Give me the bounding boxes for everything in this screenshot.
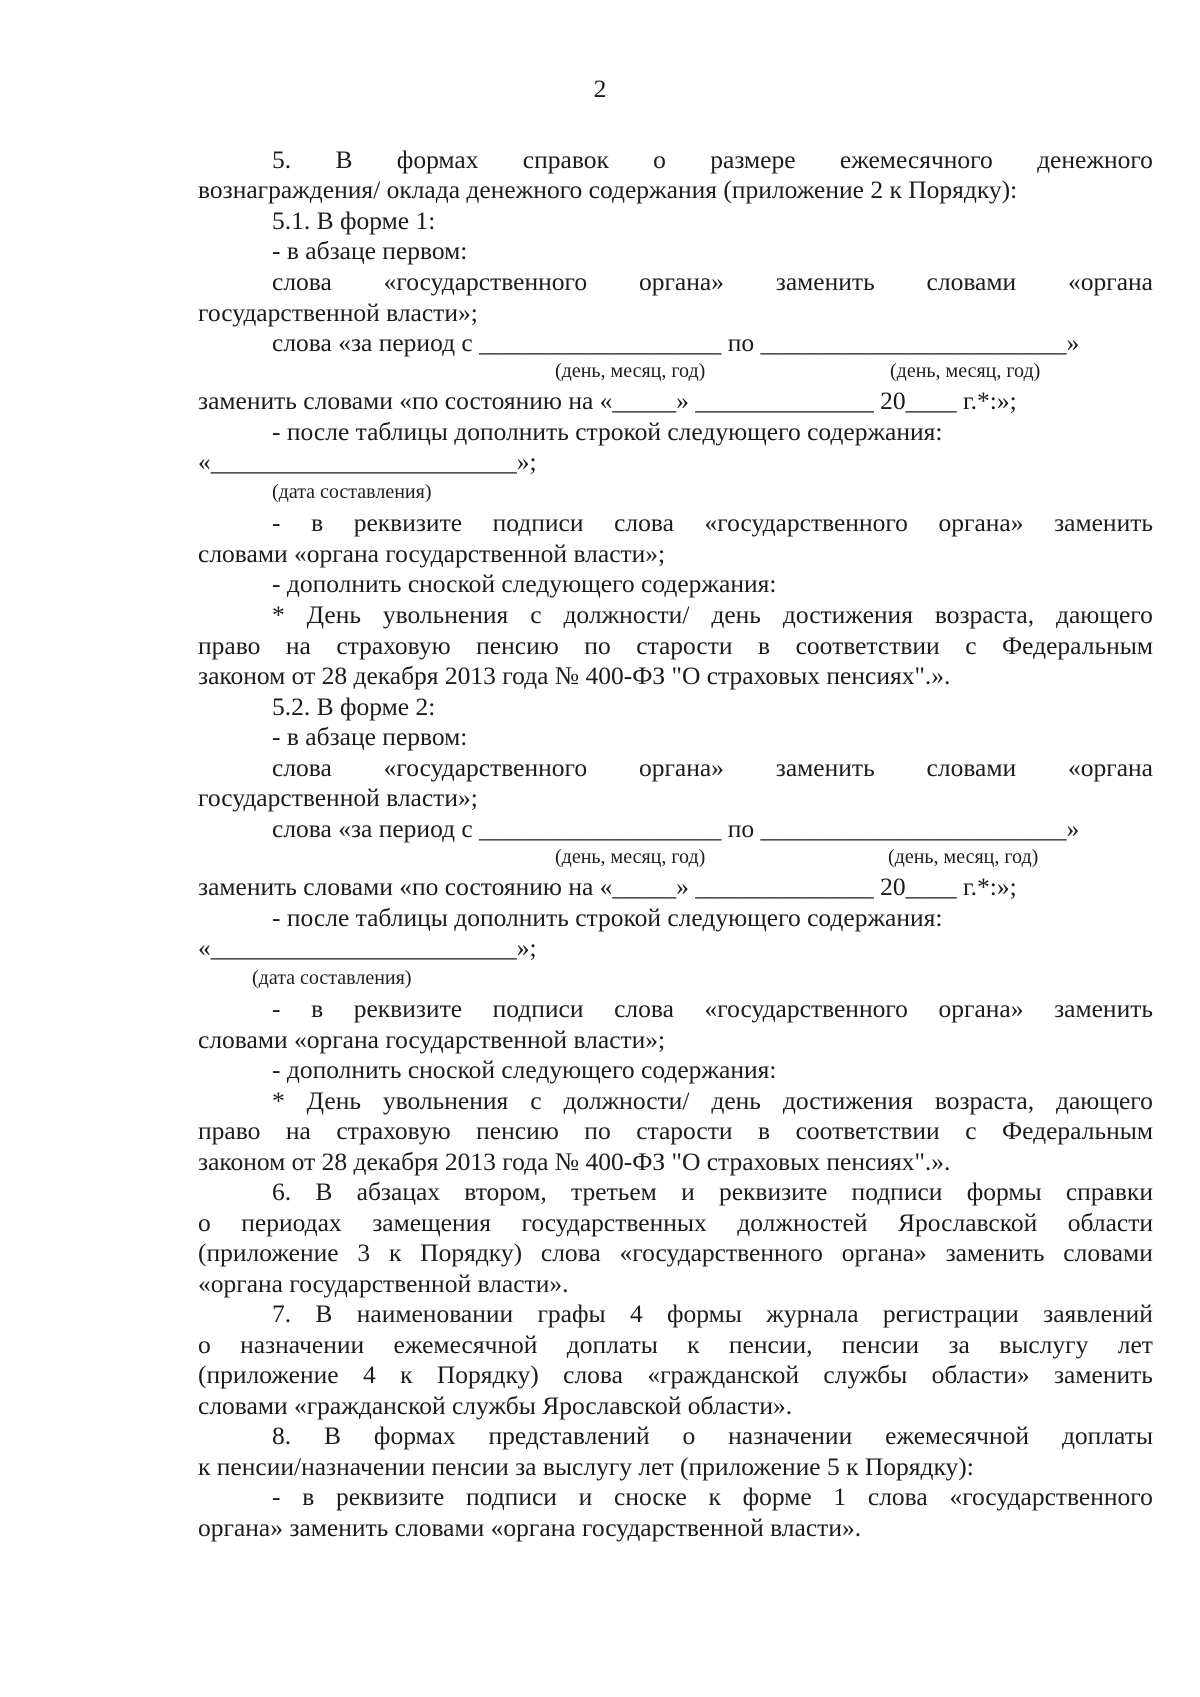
word: * [272,1086,285,1115]
text-line: - в абзаце первом: [272,722,468,751]
word: третьем [571,1177,657,1206]
word: в [311,508,324,537]
text-line: заменить словами «по состоянию на «_____» ______________ 20____ г.*:»; [198,386,1017,415]
word: слова [614,508,674,537]
text-line-justified [272,752,1153,784]
word: «государственного [383,267,588,296]
word: соответствии [795,1116,940,1145]
word: словами [926,753,1017,782]
word: возраста, [934,1086,1035,1115]
word: страховую [336,1116,451,1145]
text-line-justified [272,1298,1153,1330]
word: замещения [372,1208,492,1237]
text-line: государственной власти»; [198,298,478,327]
word: формах [373,1421,456,1450]
word: страховую [336,631,451,660]
word: ежемесячной [885,1421,1030,1450]
word: реквизите [353,994,463,1023]
word: 5. [272,145,292,174]
text-line-justified [198,1207,1153,1239]
field-caption: (дата составления) [252,967,412,989]
text-line: «________________________»; [198,447,537,476]
word: с [530,600,542,629]
text-line-justified [198,1237,1153,1269]
word: должности/ [563,600,690,629]
word: по [584,631,611,660]
word: слова [540,1238,601,1267]
word: должности/ [563,1086,690,1115]
word: выслугу [999,1330,1089,1359]
word: реквизите [718,1177,828,1206]
word: формы [966,1177,1042,1206]
text-line: 5.1. В форме 1: [272,206,436,235]
word: слова [272,267,332,296]
word: по [584,1116,611,1145]
text-line: слова «за период с ___________________ по ________________________» [272,814,1080,843]
word: на [285,1116,311,1145]
word: * [272,600,285,629]
text-line: словами «гражданской службы Ярославской области». [198,1391,793,1420]
word: доплаты [1061,1421,1153,1450]
text-line: к пенсии/назначении пенсии за выслугу лет (приложение 5 к Порядку): [198,1452,974,1481]
text-line: «органа государственной власти». [198,1269,569,1298]
field-caption: (дата составления) [272,481,432,503]
word: дающего [1056,600,1153,629]
word: назначении [240,1330,365,1359]
word: достижения [782,1086,913,1115]
word: дающего [1056,1086,1153,1115]
word: о [198,1208,211,1237]
word: подписи [492,508,584,537]
word: заменить [945,1238,1045,1267]
word: увольнения [382,1086,509,1115]
word: органа» [638,267,724,296]
word: день [711,600,761,629]
text-line: «________________________»; [198,933,537,962]
word: «государственного [949,1482,1153,1511]
word: ежемесячной [393,1330,538,1359]
word: с [530,1086,542,1115]
word: к [687,1330,700,1359]
text-line: слова «за период с ___________________ по ________________________» [272,328,1080,357]
word: «органа [1068,267,1153,296]
word: «государственного [704,994,908,1023]
word: к [708,1482,721,1511]
word: с [965,1116,977,1145]
word: достижения [782,600,913,629]
word: государственных [521,1208,707,1237]
word: органа» [841,1238,927,1267]
word: журнала [766,1299,859,1328]
word: В [315,1177,333,1206]
text-line: органа» заменить словами «органа государственной власти». [198,1513,862,1542]
word: «государственного [704,508,908,537]
word: и [681,1177,695,1206]
page-number: 2 [593,74,607,103]
word: старости [636,631,733,660]
word: ежемесячного [839,145,993,174]
text-line: - в абзаце первом: [272,236,468,265]
word: возраста, [934,600,1035,629]
word: периодах [241,1208,342,1237]
field-caption: (день, месяц, год) [890,360,1041,382]
word: за [948,1330,970,1359]
word: лет [1117,1330,1153,1359]
word: - [272,994,281,1023]
word: 4 [362,1360,376,1389]
word: Федеральным [1002,1116,1153,1145]
word: области [1067,1208,1153,1237]
word: справки [1065,1177,1153,1206]
field-caption: (день, месяц, год) [555,360,706,382]
word: назначении [728,1421,853,1450]
text-line-justified [272,266,1153,298]
word: области» [931,1360,1030,1389]
word: заявлений [1043,1299,1153,1328]
text-line-justified [198,1329,1153,1361]
word: пенсии [841,1330,920,1359]
word: 8. [272,1421,292,1450]
text-line-justified [272,1176,1153,1208]
word: органа» [938,994,1024,1023]
text-line-justified [272,1085,1153,1117]
word: В [324,1421,342,1450]
word: органа» [938,508,1024,537]
word: графы [537,1299,606,1328]
word: - [272,508,281,537]
word: и [578,1482,593,1511]
word: В [315,1299,333,1328]
text-line-justified [272,1420,1153,1452]
word: В [335,145,353,174]
word: Порядку) [436,1360,539,1389]
word: заменить [1054,508,1153,537]
word: подписи [466,1482,557,1511]
word: 4 [629,1299,643,1328]
word: регистрации [882,1299,1019,1328]
word: службы [823,1360,908,1389]
word: органа» [638,753,724,782]
word: формах [396,145,479,174]
word: в [758,631,771,660]
word: 6. [272,1177,292,1206]
text-line: заменить словами «по состоянию на «_____» ______________ 20____ г.*:»; [198,872,1017,901]
word: День [306,1086,361,1115]
word: слова [867,1482,928,1511]
field-caption: (день, месяц, год) [555,846,706,868]
word: увольнения [382,600,509,629]
word: 7. [272,1299,292,1328]
word: заменить [1053,1360,1153,1389]
word: право [198,1116,261,1145]
word: сноске [614,1482,687,1511]
word: день [711,1086,761,1115]
word: - [272,1482,281,1511]
word: о [198,1330,211,1359]
text-line: - дополнить сноской следующего содержания: [272,569,777,598]
word: словами [926,267,1017,296]
word: пенсию [476,1116,559,1145]
text-line: - после таблицы дополнить строкой следующего содержания: [272,417,943,446]
field-caption: (день, месяц, год) [888,846,1039,868]
text-line: словами «органа государственной власти»; [198,539,666,568]
text-line: словами «органа государственной власти»; [198,1025,666,1054]
word: в [302,1482,315,1511]
text-line: 5.2. В форме 2: [272,692,436,721]
text-line-justified [272,993,1153,1025]
word: справок [522,145,609,174]
word: 3 [357,1238,371,1267]
word: Порядку) [420,1238,523,1267]
text-line: - дополнить сноской следующего содержания: [272,1055,777,1084]
word: должностей [737,1208,868,1237]
word: о [682,1421,696,1450]
word: «государственного [383,753,588,782]
word: слова [563,1360,623,1389]
word: «государственного [619,1238,823,1267]
word: к [400,1360,413,1389]
word: старости [636,1116,733,1145]
text-line-justified [272,507,1153,539]
word: (приложение [198,1238,339,1267]
word: соответствии [795,631,940,660]
word: слова [614,994,674,1023]
text-line: законом от 28 декабря 2013 года № 400-ФЗ "О страховых пенсиях".». [198,1147,951,1176]
word: День [306,600,361,629]
word: Ярославской [898,1208,1038,1237]
word: в [311,994,324,1023]
word: словами [1063,1238,1153,1267]
word: к [388,1238,402,1267]
word: Федеральным [1002,631,1153,660]
text-line: государственной власти»; [198,783,478,812]
word: доплаты [566,1330,658,1359]
word: форме [742,1482,812,1511]
word: подписи [851,1177,943,1206]
word: пенсию [476,631,559,660]
word: размере [710,145,796,174]
text-line: законом от 28 декабря 2013 года № 400-ФЗ "О страховых пенсиях".». [198,661,951,690]
word: заменить [1054,994,1153,1023]
word: реквизите [335,1482,445,1511]
word: заменить [775,267,875,296]
word: заменить [775,753,875,782]
word: (приложение [198,1360,339,1389]
word: пенсии, [728,1330,813,1359]
word: «органа [1068,753,1153,782]
word: абзацах [356,1177,441,1206]
word: в [758,1116,771,1145]
word: на [285,631,311,660]
word: представлений [488,1421,650,1450]
word: наименовании [356,1299,514,1328]
word: 1 [833,1482,847,1511]
word: право [198,631,261,660]
word: о [653,145,666,174]
word: денежного [1037,145,1153,174]
text-line-justified [272,144,1153,176]
word: формы [667,1299,742,1328]
word: подписи [492,994,584,1023]
text-line-justified [198,1359,1153,1391]
text-line: вознаграждения/ оклада денежного содержания (приложение 2 к Порядку): [198,175,1018,204]
word: слова [272,753,332,782]
text-line-justified [272,599,1153,631]
word: с [965,631,977,660]
text-line-justified [198,630,1153,662]
word: «гражданской [647,1360,799,1389]
text-line-justified [272,1481,1153,1513]
text-line-justified [198,1115,1153,1147]
text-line: - после таблицы дополнить строкой следующего содержания: [272,903,943,932]
word: реквизите [353,508,463,537]
word: втором, [464,1177,547,1206]
